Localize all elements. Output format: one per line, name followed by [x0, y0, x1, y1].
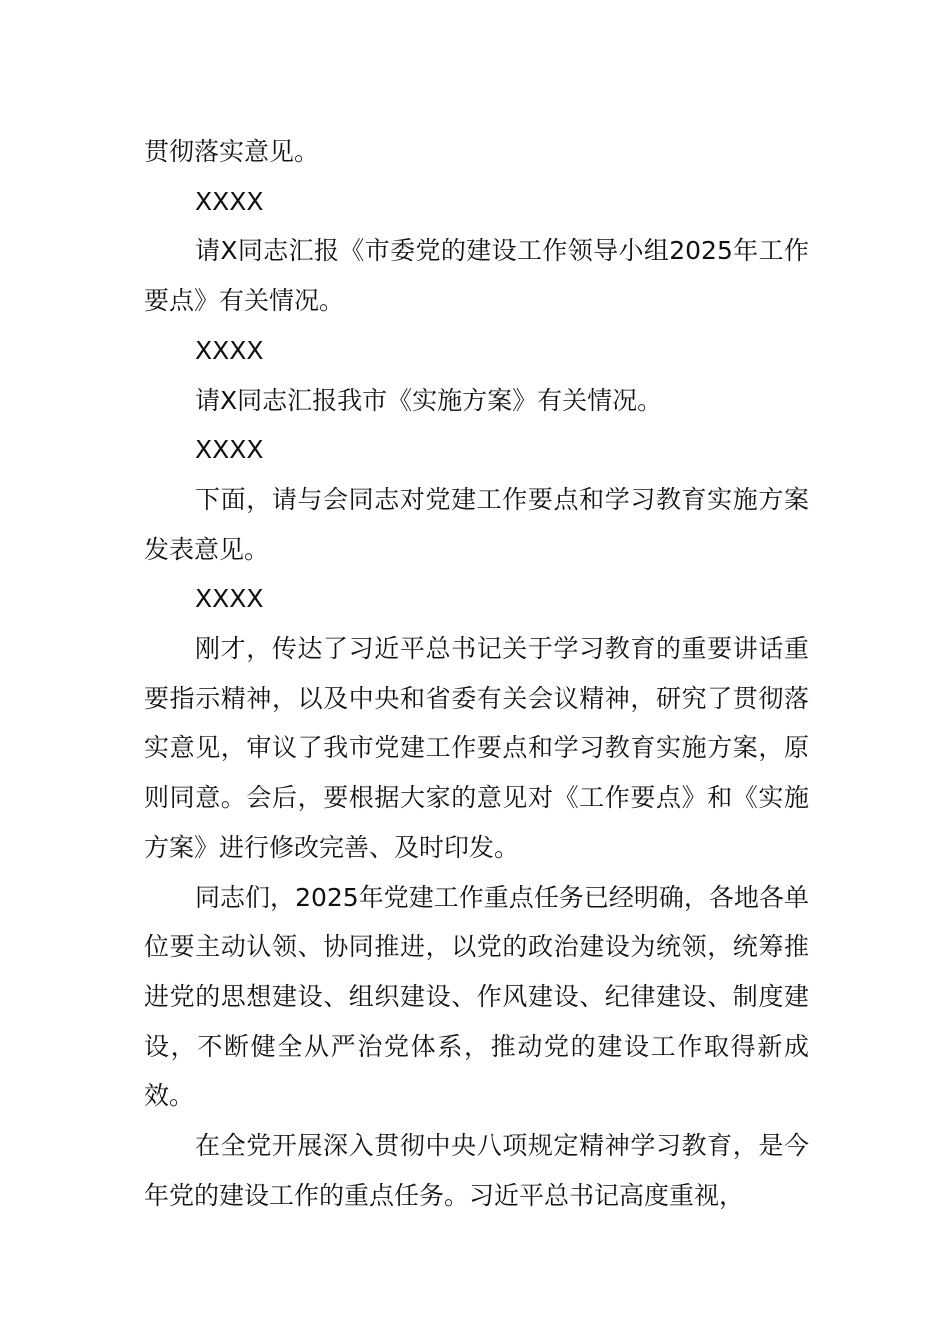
paragraph-report-work-points: 请X同志汇报《市委党的建设工作领导小组2025年工作要点》有关情况。	[144, 236, 809, 316]
paragraph-placeholder: XXXX	[195, 335, 264, 365]
paragraph-invite-opinions: 下面，请与会同志对党建工作要点和学习教育实施方案发表意见。	[144, 484, 809, 564]
paragraph-placeholder: XXXX	[195, 435, 264, 465]
document-body	[144, 127, 809, 1220]
paragraph-report-implementation-plan: 请X同志汇报我市《实施方案》有关情况。	[195, 385, 663, 415]
paragraph-study-education: 在全党开展深入贯彻中央八项规定精神学习教育，是今年党的建设工作的重点任务。习近平总书记高度重视，	[144, 1131, 809, 1210]
paragraph-key-tasks: 同志们，2025年党建工作重点任务已经明确，各地各单位要主动认领、协同推进，以党的政治建设为统领，统筹推进党的思想建设、组织建设、作风建设、纪律建设、制度建设，不断健全从严治党体系，推动党的建设工作取得新成效。	[144, 882, 809, 1111]
paragraph-summary: 刚才，传达了习近平总书记关于学习教育的重要讲话重要指示精神，以及中央和省委有关会议精神，研究了贯彻落实意见，审议了我市党建工作要点和学习教育实施方案，原则同意。会后，要根据大家的意见对《工作要点》和《实施方案》进行修改完善、及时印发。	[144, 634, 809, 862]
paragraph-continuation: 贯彻落实意见。	[144, 137, 320, 166]
paragraph-placeholder: XXXX	[195, 186, 264, 216]
paragraph-placeholder: XXXX	[195, 584, 264, 614]
